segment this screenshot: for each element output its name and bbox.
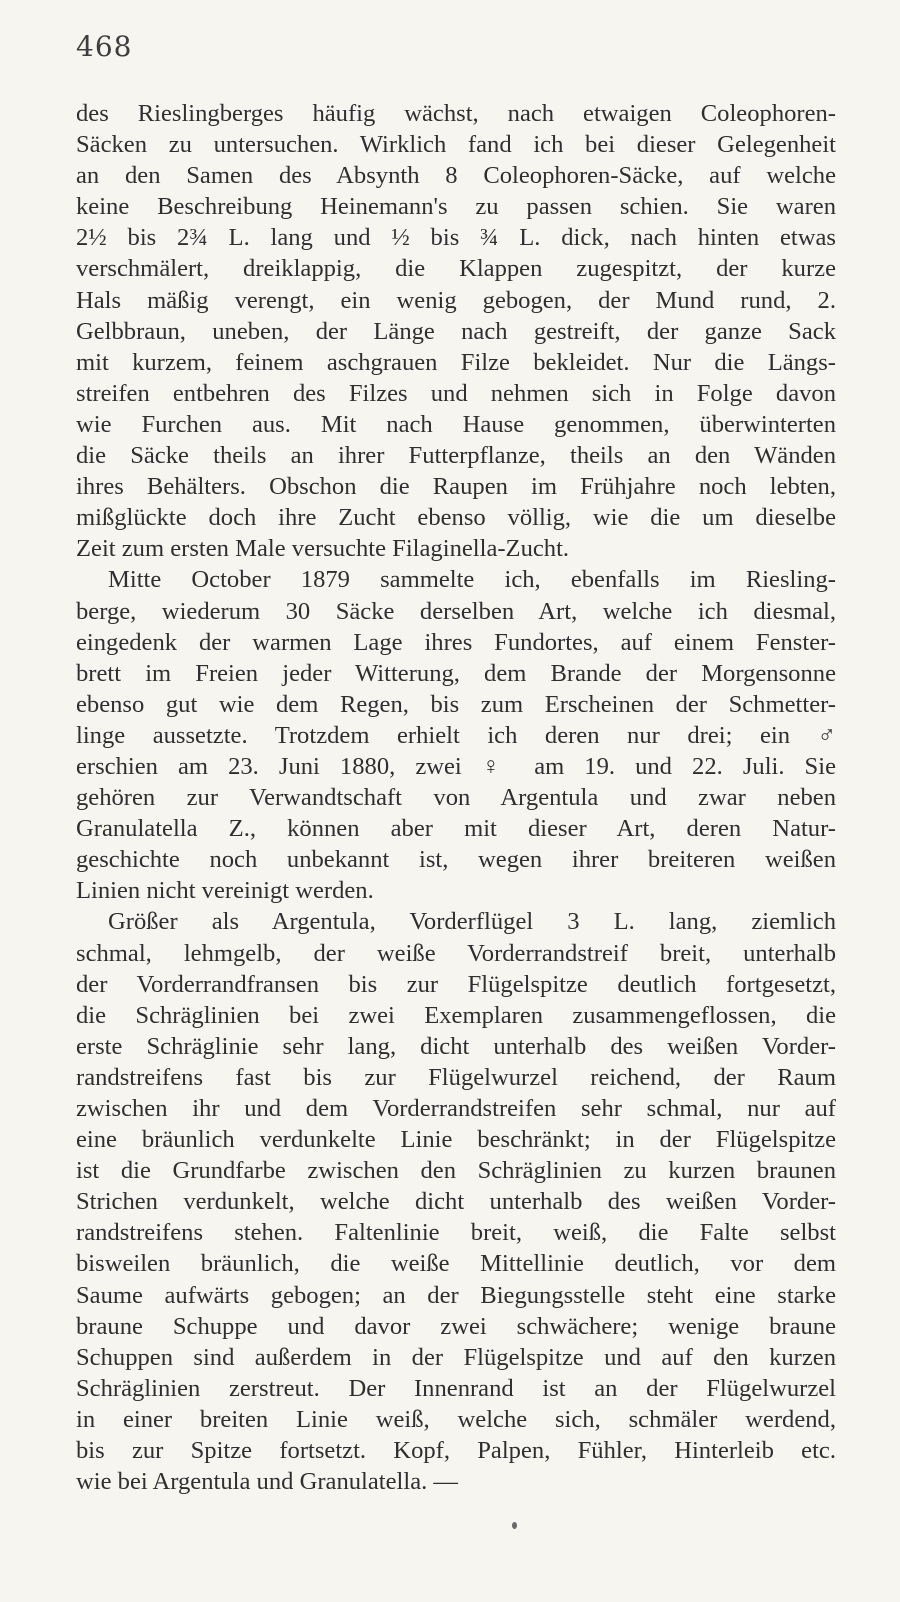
text-line: randstreifens stehen. Faltenlinie breit, weiß, die Falte selbst <box>76 1219 836 1247</box>
text-line: ist die Grundfarbe zwischen den Schräglinien zu kurzen braunen <box>76 1157 836 1185</box>
text-line: die Schräglinien bei zwei Exemplaren zusammengeflossen, die <box>76 1001 836 1029</box>
ink-speck <box>512 1522 517 1529</box>
text-line: keine Beschreibung Heinemann's zu passen schien. Sie waren <box>76 193 836 221</box>
text-line: Schuppen sind außerdem in der Flügelspitze und auf den kurzen <box>76 1343 836 1371</box>
text-line: Mitte October 1879 sammelte ich, ebenfalls im Riesling- <box>108 566 836 594</box>
text-line: schmal, lehmgelb, der weiße Vorderrandstreif breit, unterhalb <box>76 939 836 967</box>
text-line: des Rieslingberges häufig wächst, nach etwaigen Coleophoren- <box>76 100 836 127</box>
text-line: Zeit zum ersten Male versuchte Filaginella-Zucht. <box>76 535 570 563</box>
text-line: braune Schuppe und davor zwei schwächere; wenige braune <box>76 1312 836 1340</box>
text-line: erschien am 23. Juni 1880, zwei ♀ am 19. und 22. Juli. Sie <box>76 752 836 780</box>
text-line: Gelbbraun, uneben, der Länge nach gestreift, der ganze Sack <box>76 317 836 345</box>
text-line: bis zur Spitze fortsetzt. Kopf, Palpen, Fühler, Hinterleib etc. <box>76 1437 836 1465</box>
text-line: ihres Behälters. Obschon die Raupen im Frühjahre noch lebten, <box>76 473 836 501</box>
text-line: Strichen verdunkelt, welche dicht unterhalb des weißen Vorder- <box>76 1188 836 1216</box>
text-line: wie Furchen aus. Mit nach Hause genommen, überwinterten <box>76 410 836 438</box>
text-line: gehören zur Verwandtschaft von Argentula und zwar neben <box>76 784 836 812</box>
text-line: verschmälert, dreiklappig, die Klappen zugespitzt, der kurze <box>76 255 836 283</box>
body-text <box>76 98 836 1497</box>
text-line: geschichte noch unbekannt ist, wegen ihrer breiteren weißen <box>76 846 836 874</box>
text-line: an den Samen des Absynth 8 Coleophoren-Säcke, auf welche <box>76 162 836 190</box>
text-line: brett im Freien jeder Witterung, dem Brande der Morgensonne <box>76 659 836 687</box>
page-number: 468 <box>76 30 133 63</box>
text-line: mißglückte doch ihre Zucht ebenso völlig, wie die um dieselbe <box>76 504 836 532</box>
text-line: mit kurzem, feinem aschgrauen Filze bekleidet. Nur die Längs- <box>76 348 836 376</box>
text-line: wie bei Argentula und Granulatella. — <box>76 1468 459 1496</box>
text-line: bisweilen bräunlich, die weiße Mittellinie deutlich, vor dem <box>76 1250 836 1278</box>
text-line: Säcken zu untersuchen. Wirklich fand ich bei dieser Gelegenheit <box>76 131 836 159</box>
text-line: Granulatella Z., können aber mit dieser Art, deren Natur- <box>76 815 836 843</box>
text-line: Linien nicht vereinigt werden. <box>76 877 374 905</box>
text-line: der Vorderrandfransen bis zur Flügelspitze deutlich fortgesetzt, <box>76 970 836 998</box>
text-line: Schräglinien zerstreut. Der Innenrand ist an der Flügelwurzel <box>76 1374 836 1402</box>
text-line: eingedenk der warmen Lage ihres Fundortes, auf einem Fenster- <box>76 628 836 656</box>
text-line: Größer als Argentula, Vorderflügel 3 L. lang, ziemlich <box>108 908 836 936</box>
text-line: erste Schräglinie sehr lang, dicht unterhalb des weißen Vorder- <box>76 1032 836 1060</box>
text-line: Saume aufwärts gebogen; an der Biegungsstelle steht eine starke <box>76 1281 836 1309</box>
text-line: Hals mäßig verengt, ein wenig gebogen, der Mund rund, 2. <box>76 286 836 314</box>
text-line: eine bräunlich verdunkelte Linie beschränkt; in der Flügelspitze <box>76 1126 836 1154</box>
text-line: in einer breiten Linie weiß, welche sich, schmäler werdend, <box>76 1405 836 1433</box>
text-line: 2½ bis 2¾ L. lang und ½ bis ¾ L. dick, nach hinten etwas <box>76 224 836 252</box>
text-line: linge aussetzte. Trotzdem erhielt ich deren nur drei; ein ♂ <box>76 721 836 749</box>
text-line: randstreifens fast bis zur Flügelwurzel reichend, der Raum <box>76 1063 836 1091</box>
text-line: zwischen ihr und dem Vorderrandstreifen sehr schmal, nur auf <box>76 1095 836 1122</box>
text-line: streifen entbehren des Filzes und nehmen sich in Folge davon <box>76 379 836 407</box>
text-line: ebenso gut wie dem Regen, bis zum Erscheinen der Schmetter- <box>76 690 836 718</box>
text-line: die Säcke theils an ihrer Futterpflanze, theils an den Wänden <box>76 442 836 470</box>
text-line: berge, wiederum 30 Säcke derselben Art, welche ich diesmal, <box>76 597 836 625</box>
